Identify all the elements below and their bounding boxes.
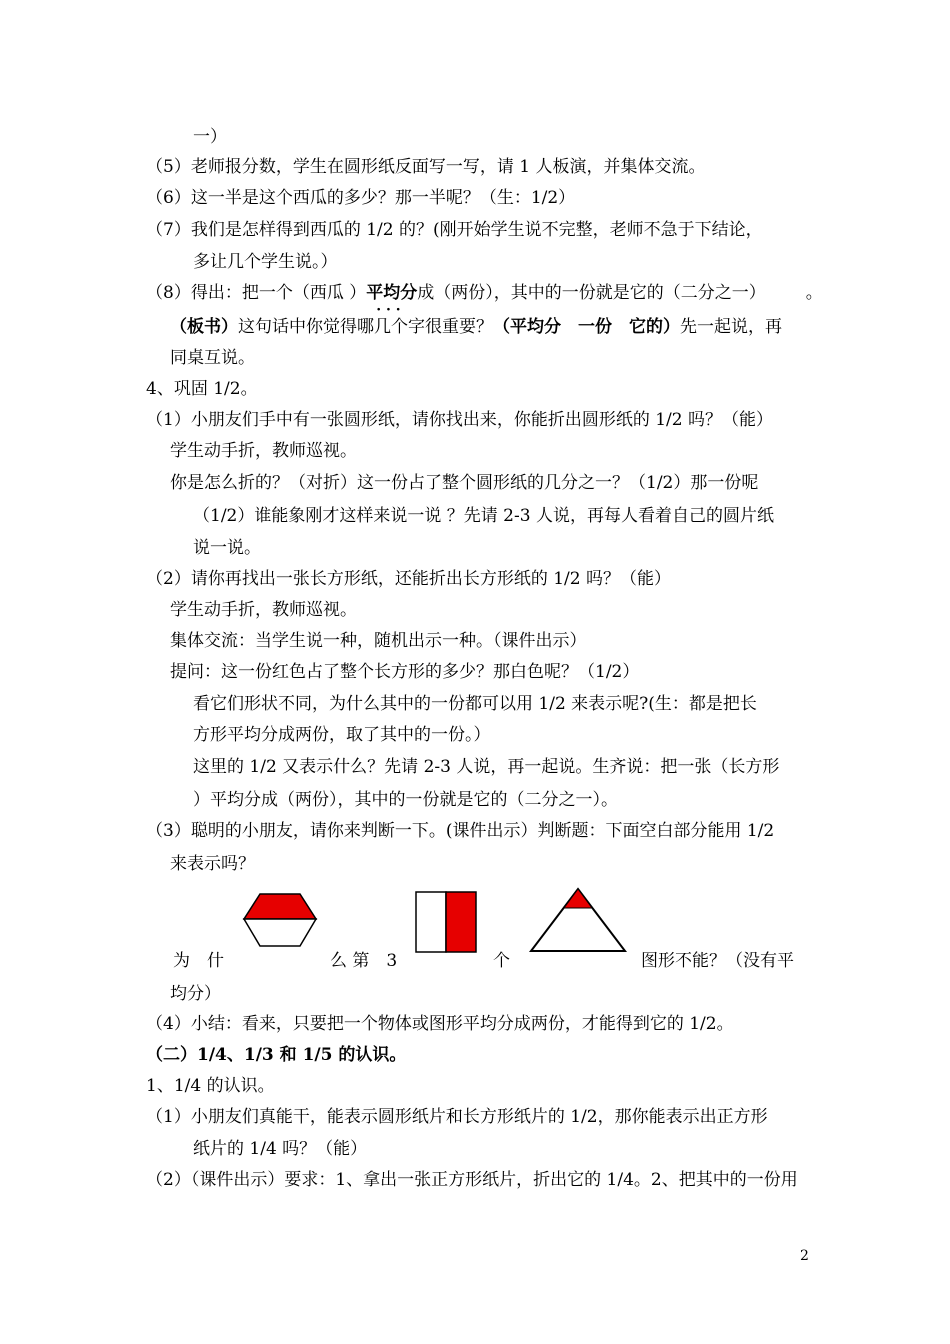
text-line: （3）聪明的小朋友，请你来判断一下。(课件出示）判断题：下面空白部分能用 1/2 <box>146 821 775 841</box>
text-line: 集体交流：当学生说一种，随机出示一种。（课件出示） <box>170 631 587 651</box>
triangle-top-red-figure <box>528 886 628 954</box>
emphasis-text: 平均分 · · · <box>366 283 417 303</box>
text-line: （2）请你再找出一张长方形纸，还能折出长方形纸的 1/2 吗？（能） <box>146 569 671 589</box>
text-line: 你是怎么折的？（对折）这一份占了整个圆形纸的几分之一？（1/2）那一份呢 <box>170 473 759 493</box>
text-line: （1）小朋友们真能干，能表示圆形纸片和长方形纸片的 1/2，那你能表示出正方形 <box>146 1107 768 1127</box>
text-line: 看它们形状不同，为什么其中的一份都可以用 1/2 来表示呢?(生：都是把长 <box>193 694 757 714</box>
text-line: 方形平均分成两份，取了其中的一份。） <box>193 725 491 745</box>
text-line: ）平均分成（两份），其中的一份就是它的（二分之一）。 <box>193 790 618 810</box>
bold-label: （板书） <box>170 317 238 337</box>
text-segment: 么 第 3 <box>330 951 398 971</box>
text-line: （1/2）谁能象刚才这样来说一说 ？先请 2-3 人说，再每人看着自己的圆片纸 <box>193 506 774 526</box>
page-number: 2 <box>800 1248 809 1264</box>
text-line: （1）小朋友们手中有一张圆形纸，请你找出来，你能折出圆形纸的 1/2 吗？（能） <box>146 410 773 430</box>
text-segment: 图形不能？（没有平 <box>641 951 794 971</box>
text-line: 学生动手折，教师巡视。 <box>170 441 357 461</box>
rectangle-half-red-figure <box>414 890 478 954</box>
text-line: 均分） <box>170 984 221 1004</box>
text-line: 学生动手折，教师巡视。 <box>170 600 357 620</box>
hexagon-half-red-figure <box>240 892 320 950</box>
text-line: 来表示吗？ <box>170 854 255 874</box>
text-line: （6）这一半是这个西瓜的多少？那一半呢？（生：1/2） <box>146 188 576 208</box>
text-line-board <box>170 316 782 338</box>
text-segment: （8）得出：把一个（西瓜 ） <box>146 283 367 303</box>
text-segment: 个 <box>493 951 510 971</box>
text-line: 多让几个学生说。） <box>193 252 338 272</box>
text-line: 说一说。 <box>193 538 261 558</box>
text-segment: 先一起说，再 <box>680 317 782 337</box>
text-line: （5）老师报分数，学生在圆形纸反面写一写，请 1 人板演，并集体交流。 <box>146 157 706 177</box>
text-line: （2）（课件出示）要求：1、拿出一张正方形纸片，折出它的 1/4。2、把其中的一份用 <box>146 1170 798 1190</box>
text-line: 提问：这一份红色占了整个长方形的多少？那白色呢？（1/2） <box>170 662 640 682</box>
section-heading: 4、巩固 1/2。 <box>146 379 258 399</box>
text-segment: 。 <box>805 283 823 303</box>
text-line: 同桌互说。 <box>170 348 255 368</box>
text-line: 纸片的 1/4 吗？（能） <box>193 1139 368 1159</box>
text-line: 这里的 1/2 又表示什么？先请 2-3 人说，再一起说。生齐说：把一张（长方形 <box>193 757 780 777</box>
text-segment: 成（两份），其中的一份就是它的（二分之一） <box>417 283 766 303</box>
bold-label: （平均分 一份 它的） <box>493 317 680 337</box>
text-line: 一） <box>193 127 227 147</box>
section-heading: 1、1/4 的认识。 <box>146 1076 275 1096</box>
text-line: （4）小结：看来，只要把一个物体或图形平均分成两份，才能得到它的 1/2。 <box>146 1014 734 1034</box>
text-segment: 为 什 <box>173 951 224 971</box>
text-segment: 这句话中你觉得哪几个字很重要？ <box>238 317 493 337</box>
section-heading: （二）1/4、1/3 和 1/5 的认识。 <box>146 1045 407 1065</box>
text-line: （7）我们是怎样得到西瓜的 1/2 的？(刚开始学生说不完整，老师不急于下结论， <box>146 220 763 240</box>
text-line-conclusion <box>146 282 823 304</box>
